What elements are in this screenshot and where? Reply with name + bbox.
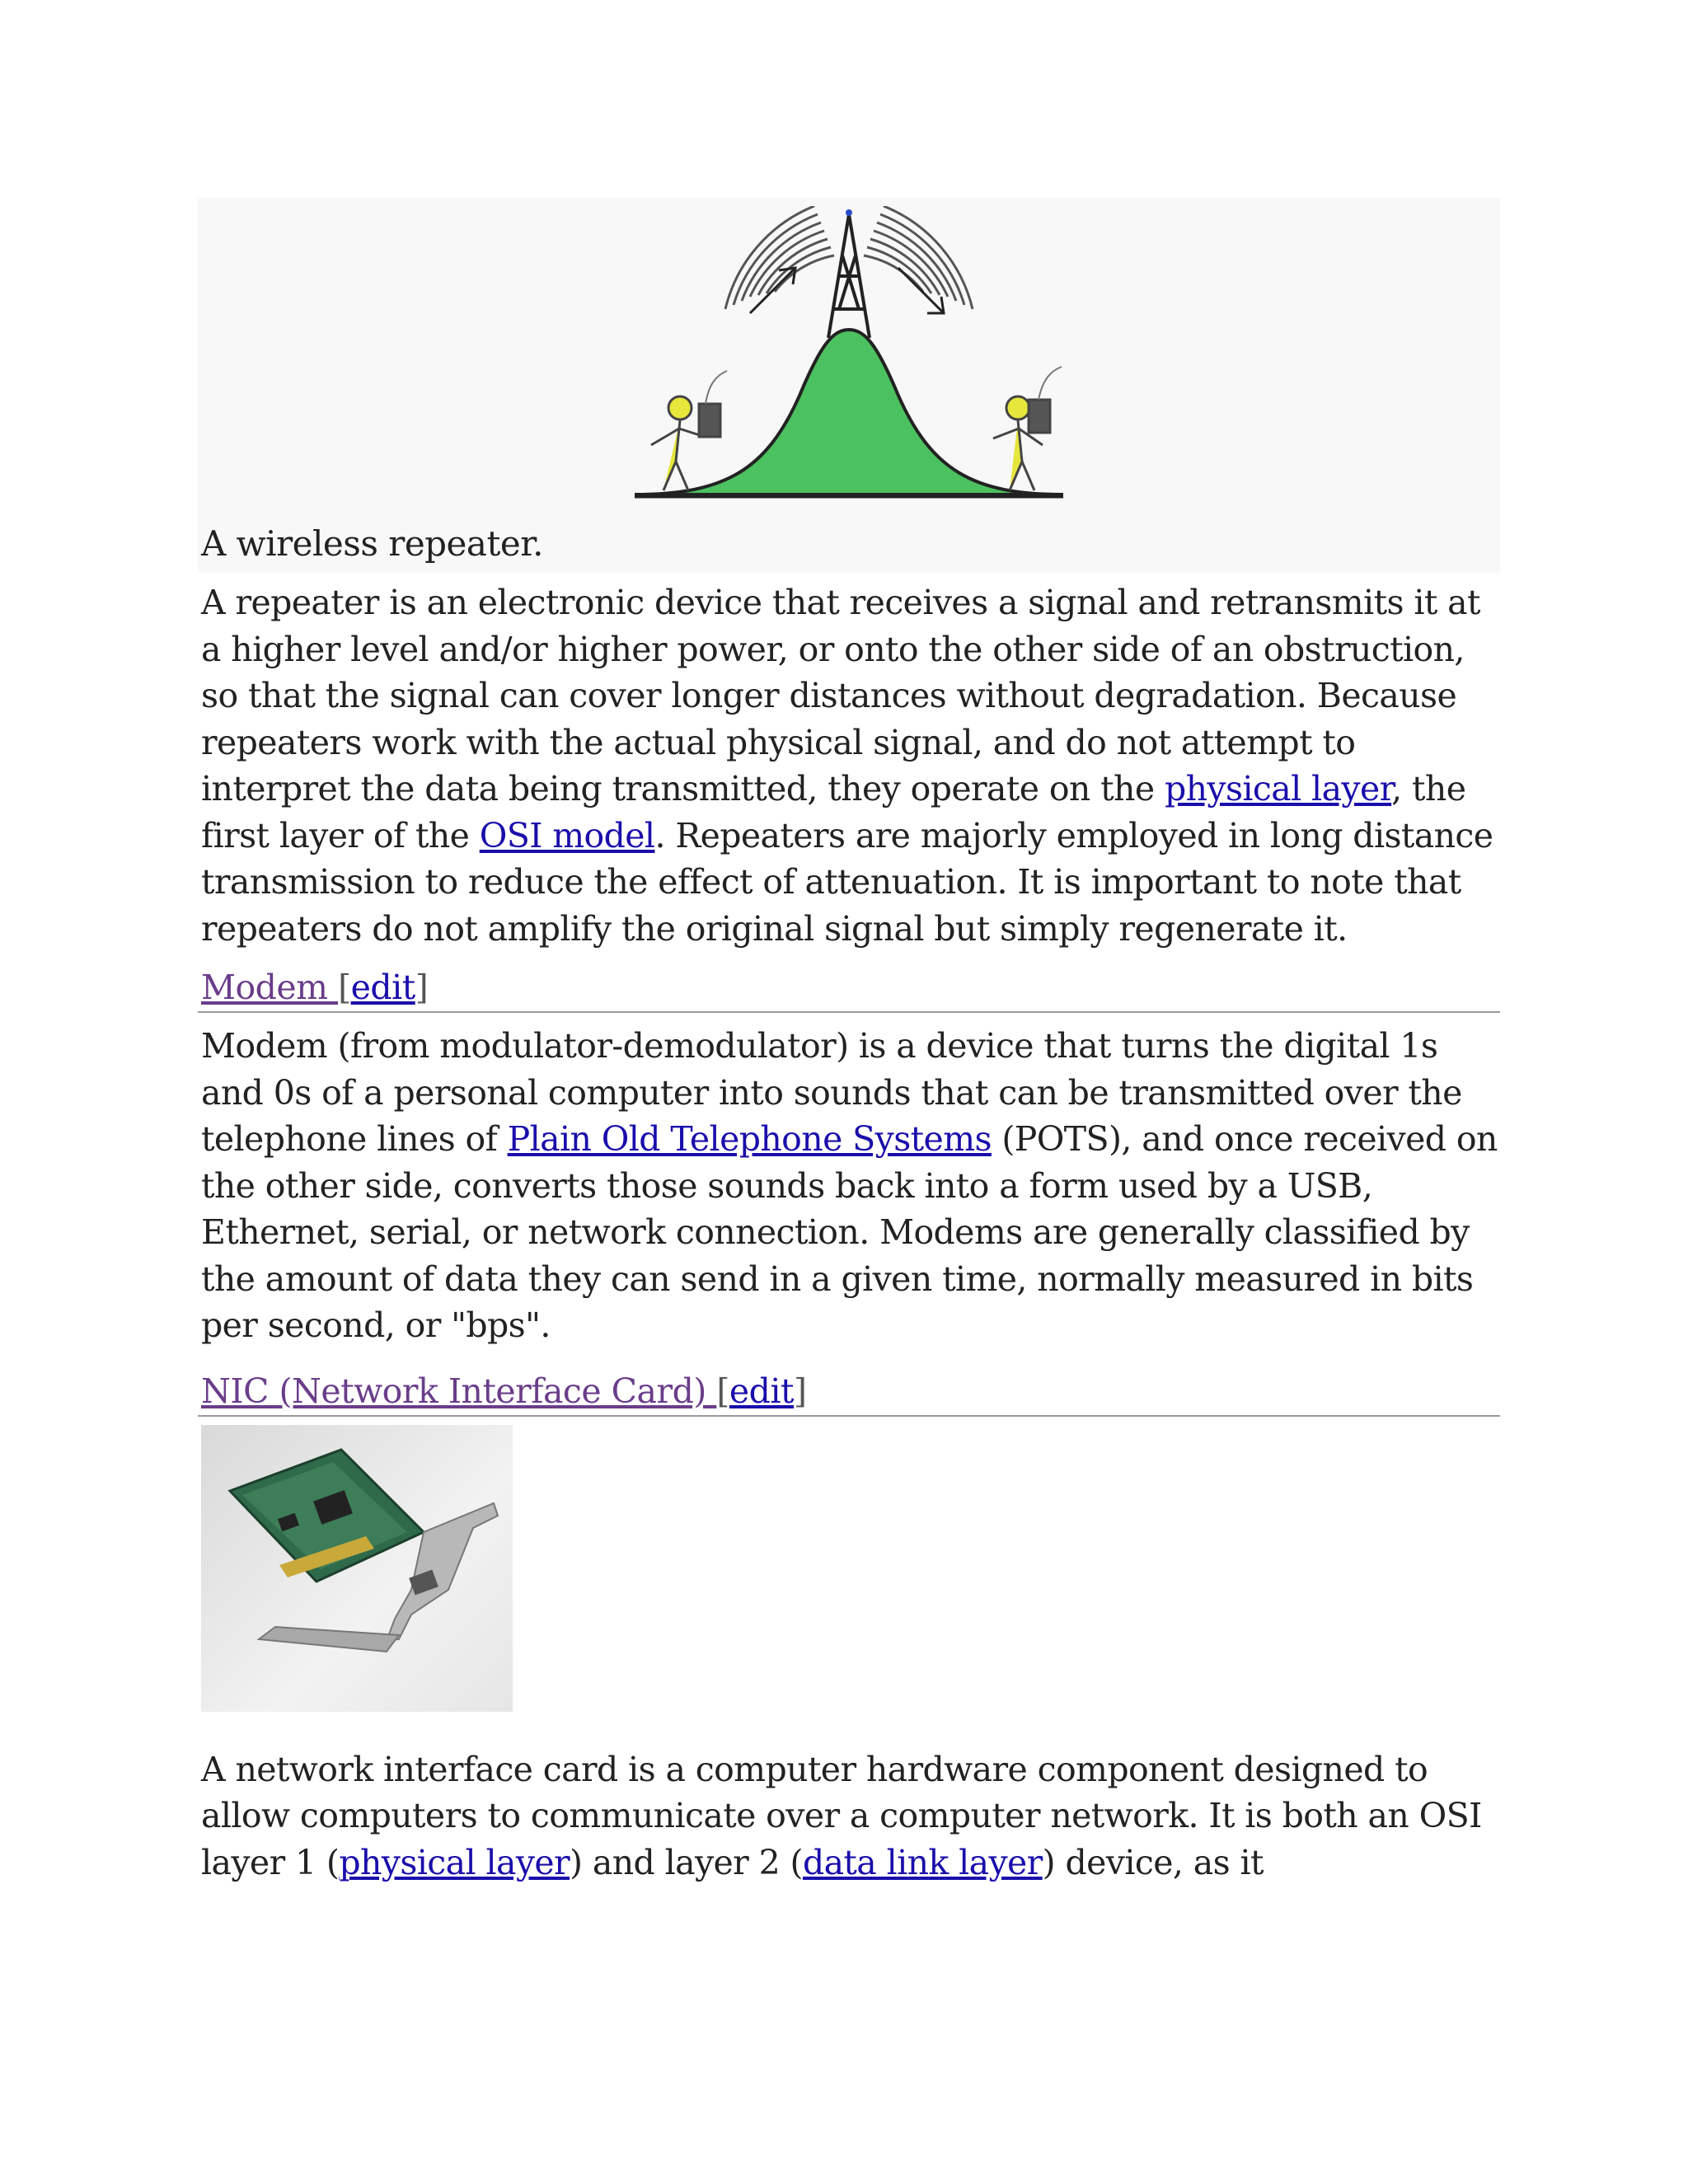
pots-link[interactable]: Plain Old Telephone Systems bbox=[507, 1119, 992, 1159]
osi-model-link[interactable]: OSI model bbox=[479, 815, 655, 855]
repeater-figure bbox=[198, 198, 1500, 573]
physical-layer-link[interactable]: physical layer bbox=[1164, 769, 1392, 808]
nic-heading-link[interactable]: NIC (Network Interface Card) bbox=[201, 1371, 717, 1411]
modem-heading-link[interactable]: Modem bbox=[201, 968, 339, 1007]
article-page bbox=[198, 198, 1500, 1886]
modem-paragraph: Modem (from modulator-demodulator) is a device that turns the digital 1s and 0s of a personal computer into sounds that can be transmitted over the telephone lines of Plain Old Telephone Systems (POTS), and once received on the other side, converts those sounds back into a form used by a USB, Ethernet, serial, or network connection. Modems are generally classified by the amount of data they can send in a given time, normally measured in bits per second, or "bps". bbox=[201, 1026, 1498, 1345]
nic-edit-link[interactable]: edit bbox=[729, 1371, 794, 1411]
nic-heading: NIC (Network Interface Card) [edit] bbox=[198, 1367, 1500, 1417]
wireless-repeater-illustration bbox=[626, 206, 1071, 511]
nic-physical-layer-link[interactable]: physical layer bbox=[339, 1842, 570, 1882]
figure-caption: A wireless repeater. bbox=[201, 523, 544, 564]
network-card-icon bbox=[201, 1425, 513, 1712]
repeater-paragraph: A repeater is an electronic device that receives a signal and retransmits it at a higher level and/or higher power, or onto the other side of an obstruction, so that the signal can cover longer distances without degradation. Because repeaters work with the actual physical signal, and do not attempt to interpret the data being transmitted, they operate on the physical layer, the first layer of the OSI model. Repeaters are majorly employed in long distance transmission to reduce the effect of attenuation. It is important to note that repeaters do not amplify the original signal but simply regenerate it. bbox=[201, 583, 1493, 949]
data-link-layer-link[interactable]: data link layer bbox=[802, 1842, 1043, 1882]
modem-edit-link[interactable]: edit bbox=[350, 968, 415, 1007]
network-card-photo bbox=[201, 1425, 513, 1712]
modem-heading: Modem [edit] bbox=[198, 963, 1500, 1013]
nic-paragraph: A network interface card is a computer hardware component designed to allow computers to communicate over a computer network. It is both an OSI layer 1 (physical layer) and layer 2 (data link layer) device, as it bbox=[201, 1749, 1482, 1882]
